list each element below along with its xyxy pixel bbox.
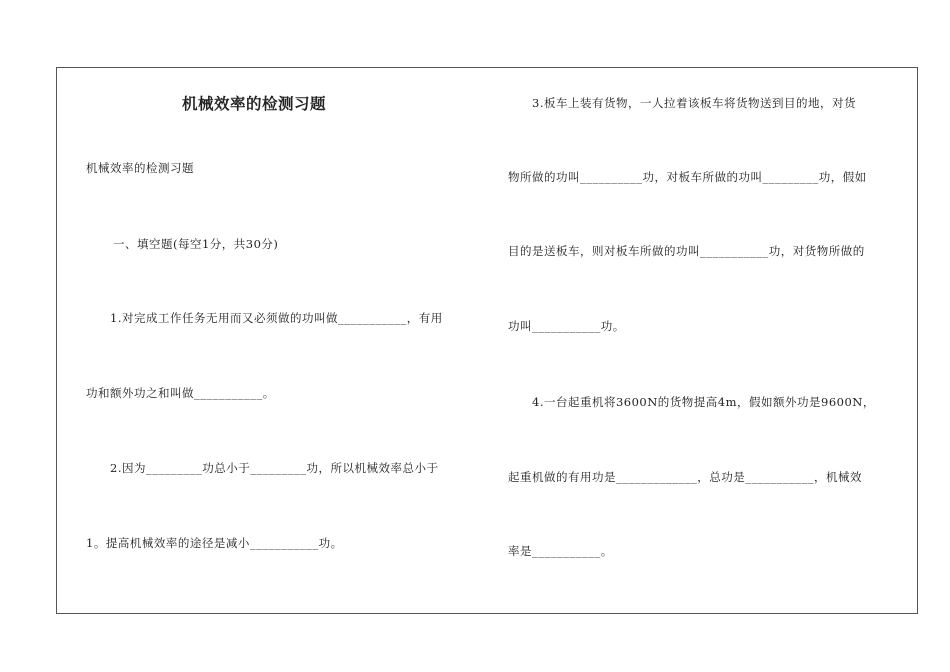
question-1-line-2: 功和额外功之和叫做___________。	[86, 386, 275, 400]
question-4-line-2: 起重机做的有用功是_____________，总功是___________，机械效	[508, 470, 862, 484]
question-3-line-2: 物所做的功叫__________功，对板车所做的功叫_________功，假如	[508, 170, 867, 184]
question-1-line-1: 1.对完成工作任务无用而又必须做的功叫做___________，有用	[110, 311, 443, 325]
question-2-line-2: 1。提高机械效率的途径是减小___________功。	[86, 536, 343, 550]
document-subtitle: 机械效率的检测习题	[86, 161, 194, 175]
question-2-line-1: 2.因为_________功总小于_________功，所以机械效率总小于	[110, 461, 439, 475]
document-frame	[56, 67, 918, 614]
question-4-line-1: 4.一台起重机将3600N的货物提高4m，假如额外功是9600N，	[532, 395, 875, 409]
question-3-line-1: 3.板车上装有货物，一人拉着该板车将货物送到目的地，对货	[532, 96, 856, 110]
section-heading: 一、填空题(每空1分，共30分)	[113, 237, 279, 251]
question-3-line-4: 功叫___________功。	[508, 319, 625, 333]
question-4-line-3: 率是___________。	[508, 544, 613, 558]
page-title: 机械效率的检测习题	[182, 95, 327, 113]
question-3-line-3: 目的是送板车，则对板车所做的功叫___________功，对货物所做的	[508, 244, 865, 258]
